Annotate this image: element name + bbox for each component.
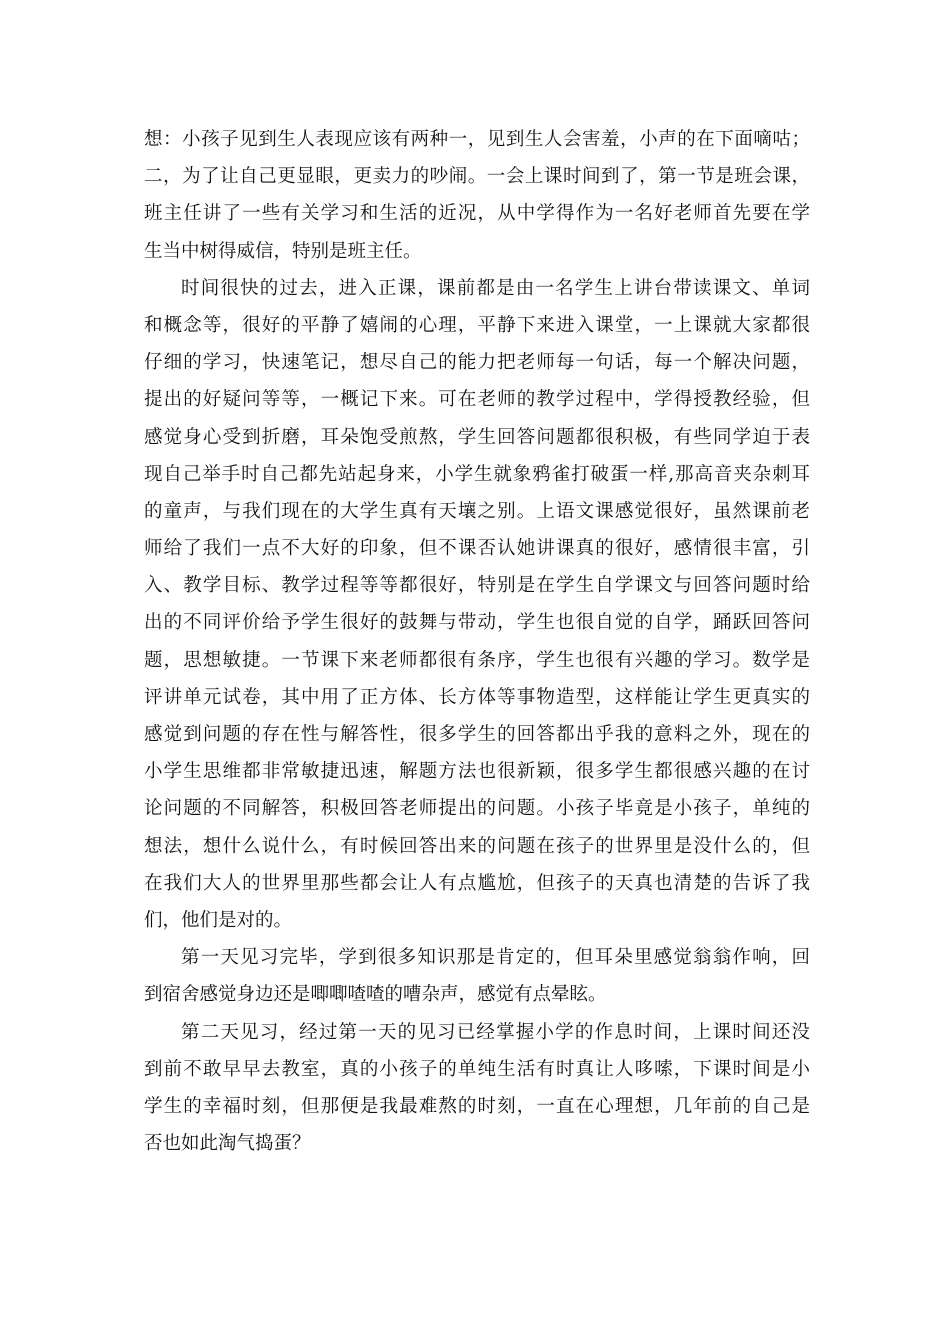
text-line: 学生的幸福时刻，但那便是我最难熬的时刻，一直在心理想，几年前的自己是 — [144, 1095, 810, 1117]
text-line: 班主任讲了一些有关学习和生活的近况，从中学得作为一名好老师首先要在学 — [144, 203, 810, 225]
text-line: 时间很快的过去，进入正课，课前都是由一名学生上讲台带读课文、单词 — [181, 277, 810, 299]
text-line: 到前不敢早早去教室，真的小孩子的单纯生活有时真让人哆嗦，下课时间是小 — [144, 1058, 810, 1080]
text-line: 评讲单元试卷，其中用了正方体、长方体等事物造型，这样能让学生更真实的 — [144, 686, 810, 708]
text-line: 在我们大人的世界里那些都会让人有点尴尬，但孩子的天真也清楚的告诉了我 — [144, 872, 810, 894]
text-line: 想法，想什么说什么，有时候回答出来的问题在孩子的世界里是没什么的，但 — [144, 835, 810, 857]
text-line: 感觉身心受到折磨，耳朵饱受煎熬，学生回答问题都很积极，有些同学迫于表 — [144, 426, 810, 448]
text-line: 想：小孩子见到生人表现应该有两种一，见到生人会害羞，小声的在下面嘀咕； — [144, 129, 810, 150]
document-page — [144, 121, 810, 1162]
text-line: 题，思想敏捷。一节课下来老师都很有条序，学生也很有兴趣的学习。数学是 — [144, 649, 810, 671]
text-line: 的童声，与我们现在的大学生真有天壤之别。上语文课感觉很好，虽然课前老 — [144, 500, 810, 522]
text-line: 小学生思维都非常敏捷迅速，解题方法也很新颖，很多学生都很感兴趣的在讨 — [144, 761, 810, 783]
text-line: 现自己举手时自己都先站起身来，小学生就象鸦雀打破蛋一样,那高音夹杂刺耳 — [144, 463, 810, 485]
text-line: 出的不同评价给予学生很好的鼓舞与带动，学生也很自觉的自学，踊跃回答问 — [144, 612, 810, 634]
text-line: 们，他们是对的。 — [144, 909, 293, 931]
text-line: 论问题的不同解答，积极回答老师提出的问题。小孩子毕竟是小孩子，单纯的 — [144, 798, 810, 820]
text-line: 生当中树得威信，特别是班主任。 — [144, 240, 422, 262]
text-line: 入、教学目标、教学过程等等都很好，特别是在学生自学课文与回答问题时给 — [144, 575, 810, 597]
text-line: 第一天见习完毕，学到很多知识那是肯定的，但耳朵里感觉翁翁作响，回 — [181, 947, 810, 969]
text-line: 仔细的学习，快速笔记，想尽自己的能力把老师每一句话，每一个解决问题， — [144, 352, 810, 374]
text-line: 提出的好疑问等等，一概记下来。可在老师的教学过程中，学得授教经验，但 — [144, 389, 810, 411]
text-line: 否也如此淘气捣蛋？ — [144, 1133, 311, 1155]
text-line: 到宿舍感觉身边还是唧唧喳喳的嘈杂声，感觉有点晕眩。 — [144, 984, 607, 1006]
text-line: 和概念等，很好的平静了嬉闹的心理，平静下来进入课堂，一上课就大家都很 — [144, 314, 810, 336]
text-line: 师给了我们一点不大好的印象，但不课否认她讲课真的很好，感情很丰富，引 — [144, 538, 810, 560]
text-line: 感觉到问题的存在性与解答性，很多学生的回答都出乎我的意料之外，现在的 — [144, 724, 810, 745]
text-line: 二，为了让自己更显眼，更卖力的吵闹。一会上课时间到了，第一节是班会课， — [144, 166, 810, 188]
text-line: 第二天见习，经过第一天的见习已经掌握小学的作息时间，上课时间还没 — [181, 1021, 810, 1043]
